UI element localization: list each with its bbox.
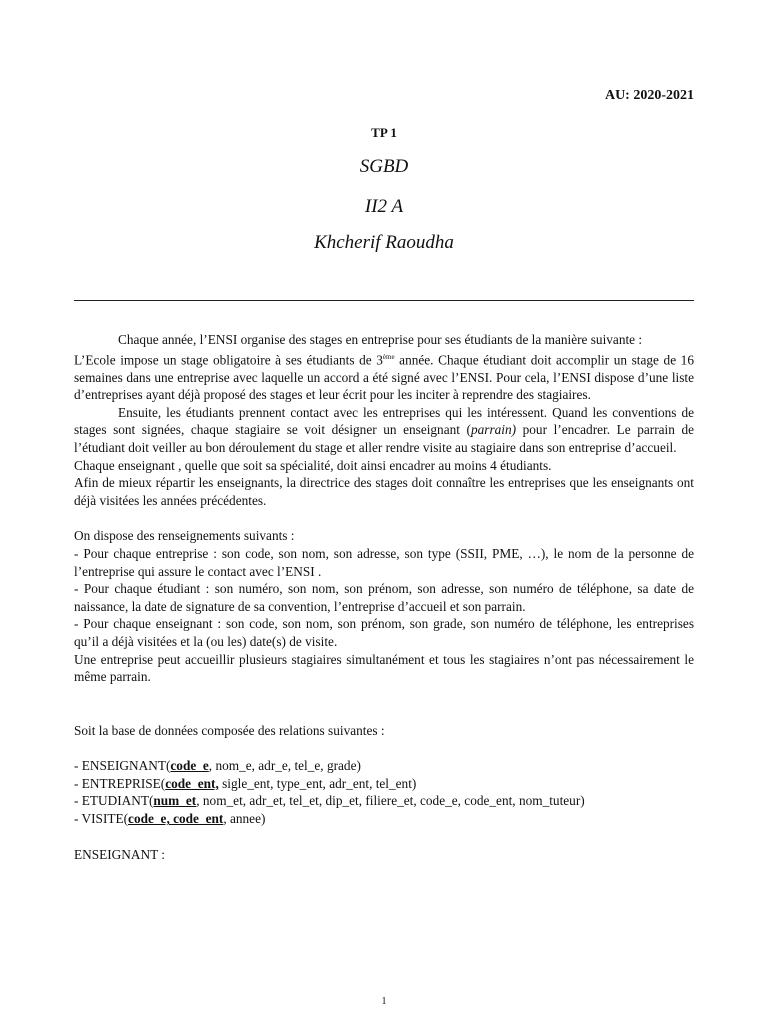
primary-key: num_et bbox=[153, 793, 197, 809]
info-lead: On dispose des renseignements suivants : bbox=[74, 528, 295, 544]
relation-prefix: - ENTREPRISE( bbox=[74, 775, 166, 791]
intro-paragraph-3 bbox=[74, 404, 694, 457]
document-body bbox=[74, 331, 694, 863]
intro-paragraph-5: Afin de mieux répartir les enseignants, la directrice des stages doit connaître les entreprises que les enseignants ont déjà visitées les années précédentes. bbox=[74, 475, 694, 508]
primary-key: code_e bbox=[170, 758, 209, 774]
relation-attributes: , nom_e, adr_e, tel_e, grade) bbox=[208, 758, 361, 774]
relation-attributes: , annee) bbox=[223, 811, 266, 827]
relation-prefix: - ETUDIANT( bbox=[74, 793, 154, 809]
ordinal-suffix: ème bbox=[382, 352, 395, 361]
author-name: Khcherif Raoudha bbox=[314, 232, 454, 253]
intro-paragraph-2 bbox=[74, 349, 694, 404]
intro-p2-start: L’Ecole impose un stage obligatoire à ses étudiants de 3 bbox=[74, 352, 383, 368]
info-item-entreprise: - Pour chaque entreprise : son code, son nom, son adresse, son type (SSII, PME, …), le nom de la personne de l’entreprise qui assure le contact avec l’ENSI . bbox=[74, 545, 694, 579]
relation-etudiant bbox=[74, 792, 694, 810]
info-closing: Une entreprise peut accueillir plusieurs stagiaires simultanément et tous les stagiaires n’ont pas nécessairement le même parrain. bbox=[74, 651, 694, 685]
schema-lead: Soit la base de données composée des relations suivantes : bbox=[74, 722, 385, 738]
info-item-etudiant: - Pour chaque étudiant : son numéro, son nom, son prénom, son adresse, son numéro de téléphone, sa date de naissance, la date de signature de sa convention, l’entreprise d’accueil et son parrain. bbox=[74, 581, 694, 614]
intro-p2-end: année. Chaque étudiant doit accomplir un stage de 16 semaines dans une entreprise avec laquelle un accord a été signé avec l’ENSI. Pour cela, l’ENSI dispose d’une liste d’entreprises ayant déjà proposé des stages et leur écrit pour les inciter à reprendre des stagiaires. bbox=[74, 352, 694, 403]
primary-key: code_e, code_ent bbox=[128, 811, 224, 827]
relation-entreprise bbox=[74, 775, 694, 793]
relation-prefix: - ENSEIGNANT( bbox=[74, 758, 171, 774]
intro-paragraph-1: Chaque année, l’ENSI organise des stages en entreprise pour ses étudiants de la manière suivante : bbox=[118, 332, 643, 347]
relation-attributes: sigle_ent, type_ent, adr_ent, tel_ent) bbox=[218, 775, 417, 791]
class-name: II2 A bbox=[364, 196, 404, 217]
intro-p3-start: Ensuite, les étudiants prennent contact avec les entreprises qui les intéressent. Quand les conventions de stages sont signées, chaque stagiaire se voit désigner un enseignant ( bbox=[74, 404, 694, 438]
header-divider bbox=[74, 300, 694, 301]
academic-year: AU: 2020-2021 bbox=[604, 88, 694, 103]
info-item-enseignant: - Pour chaque enseignant : son code, son nom, son prénom, son grade, son numéro de téléphone, les entreprises qu’il a déjà visitées et la (ou les) date(s) de visite. bbox=[74, 616, 694, 649]
relation-visite bbox=[74, 810, 694, 828]
relation-attributes: , nom_et, adr_et, tel_et, dip_et, filiere_et, code_e, code_ent, nom_tuteur) bbox=[196, 793, 585, 809]
primary-key: code_ent, bbox=[165, 775, 219, 791]
course-title: SGBD bbox=[359, 156, 409, 177]
table-label-enseignant: ENSEIGNANT : bbox=[74, 846, 165, 862]
tp-number: TP 1 bbox=[371, 125, 397, 140]
relation-prefix: - VISITE( bbox=[74, 811, 129, 827]
intro-paragraph-4: Chaque enseignant , quelle que soit sa spécialité, doit ainsi encadrer au moins 4 étudiants. bbox=[74, 457, 552, 473]
intro-p3-end: pour l’encadrer. Le parrain de l’étudiant doit veiller au bon déroulement du stage et aller rendre visite au stagiaire dans son entreprise d’accueil. bbox=[74, 422, 694, 455]
parrain-term: parrain) bbox=[470, 422, 517, 438]
page-number: 1 bbox=[381, 996, 387, 1007]
relation-enseignant bbox=[74, 757, 694, 775]
